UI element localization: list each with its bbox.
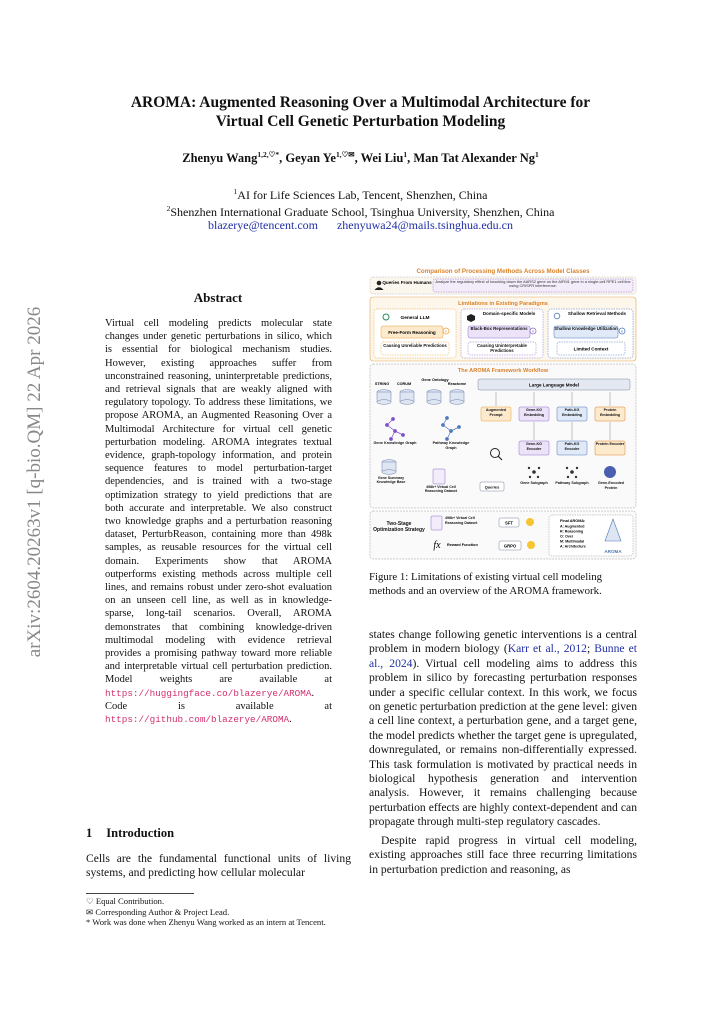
arxiv-stamp bbox=[18, 292, 52, 672]
stage1-label: SFT bbox=[505, 520, 513, 526]
arxiv-id[interactable]: arXiv:2604.20263v1 [q-bio.QM] 22 Apr 2026 bbox=[24, 306, 45, 658]
queries-label: Queries From Humans bbox=[382, 280, 432, 285]
x-icon-glyph: × bbox=[444, 328, 448, 334]
stage2-label: GRPO bbox=[503, 543, 517, 549]
top-box-wrap bbox=[595, 408, 625, 421]
figure-header: Comparison of Processing Methods Across Model Classes bbox=[416, 268, 590, 275]
encoder-label: Gene-KG Encoder bbox=[526, 442, 542, 451]
encoder-wrap bbox=[519, 442, 549, 455]
abstract-body bbox=[105, 317, 332, 726]
right-paragraph-2: Despite rapid progress in virtual cell modeling, existing approaches still face three recurring limitations in perturbation prediction and reasoning, as bbox=[369, 833, 637, 876]
footnote: ✉ Corresponding Author & Project Lead. bbox=[86, 906, 230, 917]
col2-cause-wrap bbox=[468, 343, 536, 355]
section-heading bbox=[86, 826, 174, 841]
abstract-text-end: . bbox=[289, 714, 292, 726]
robot-icon bbox=[526, 518, 534, 526]
robot-icon bbox=[527, 541, 535, 549]
final-line: R: Reasoning bbox=[560, 529, 584, 534]
section-number: 1 bbox=[86, 826, 93, 840]
top-box-wrap bbox=[557, 408, 587, 421]
weights-link[interactable]: https://huggingface.co/blazerye/AROMA bbox=[105, 687, 312, 699]
top-box-wrap bbox=[481, 408, 511, 421]
col3-cause: Limited Context bbox=[573, 346, 609, 352]
paper-title bbox=[0, 93, 721, 131]
gene-kg-wrap bbox=[371, 441, 419, 453]
user-icon bbox=[377, 281, 382, 286]
db-label: CORUM bbox=[396, 382, 412, 386]
footnote: * Work was done when Zhenyu Wang worked as an intern at Tencent. bbox=[86, 917, 326, 928]
col3-issue-wrap bbox=[554, 326, 618, 338]
abstract-text: Virtual cell modeling predicts molecular state changes under genetic perturbations in silico, which is essential for biological mechanism studies. However, existing approaches suffer from unconstrained reasoning, uninterpretable predictions, and retrieval signals that are weakly aligned with regulatory topology. To address these limitations, we propose AROMA, an Augmented Reasoning Over a Multimodal Architecture for virtual cell genetic perturbation modeling. AROMA integrates textual evidence, graph-topology information, and protein sequence features to model perturbation-target dependencies, and is trained with a two-stage optimization strategy to yield predictions that are both accurate and interpretable. We also construct two knowledge graphs and a perturbation reasoning dataset, PerturbReason, containing more than 498k samples, as reusable resources for the virtual cell domain. Experiments show that AROMA outperforms existing methods across multiple cell lines, and remains robust under zero-shot evaluation on an unseen cell line, as well as in knowledge-sparse, long-tail scenarios. Overall, AROMA demonstrates that combining knowledge-driven multimodal modeling with evidence retrieval provides a promising pathway toward more reliable and interpretable virtual cell perturbation prediction. Model weights are available at bbox=[105, 318, 332, 686]
db-label: STRING bbox=[374, 382, 390, 386]
final-line: M: Multimodal bbox=[560, 539, 585, 544]
col3-issue: Shallow Knowledge Utilization bbox=[554, 326, 618, 331]
section-title: Introduction bbox=[106, 826, 175, 840]
gene-kg-label: Gene Knowledge Graph bbox=[373, 441, 417, 445]
abstract-text-mid: . Code is available at bbox=[105, 687, 332, 712]
author: Zhenyu Wang bbox=[182, 151, 258, 166]
right-column-text bbox=[369, 628, 637, 881]
col1-title: General LLM bbox=[400, 316, 430, 321]
col2-cause: Causing Uninterpretable Predictions bbox=[477, 342, 527, 353]
final-line: O: Over bbox=[560, 534, 574, 539]
two-stage-wrap bbox=[373, 521, 425, 545]
workflow-title: The AROMA Framework Workflow bbox=[457, 368, 549, 374]
author-list: Zhenyu Wang$^{1,2,♡*}$, Geyan $Ye^{1,♡✉}$, Wei Liu$^1$, Man Tat Alexander Ng$^1$ bbox=[182, 150, 539, 166]
email-link[interactable]: zhenyuwa24@mails.tsinghua.edu.cn bbox=[336, 218, 513, 232]
bottom-label: Queries bbox=[484, 484, 500, 490]
db-label: Gene Ontology bbox=[421, 378, 449, 382]
col1-issue: Free-Form Reasoning bbox=[388, 330, 436, 335]
x-icon-glyph: × bbox=[531, 328, 535, 334]
gene-summary-wrap bbox=[371, 476, 411, 488]
encoder-label: Path-KG Encoder bbox=[564, 442, 580, 451]
pathway-kg-wrap bbox=[427, 441, 475, 453]
dataset-wrap bbox=[417, 485, 465, 497]
stage1-data-wrap bbox=[445, 516, 491, 528]
code-link[interactable]: https://github.com/blazerye/AROMA bbox=[105, 714, 290, 726]
dataset-label: 498k+ Virtual Cell Reasoning Dataset bbox=[424, 485, 458, 494]
limitations-title: Limitations in Existing Paradigms bbox=[458, 301, 548, 307]
query-text: Analyze the regulatory effect of knocking down the AARS2 gene on the AIFM1 gene in a single-cell RPE1 cell line using CRISPR interference. bbox=[435, 279, 631, 289]
affiliation-text: AI for Life Sciences Lab, Tencent, Shenzhen, China bbox=[237, 188, 488, 202]
top-box-label: Path-KG Embedding bbox=[561, 408, 583, 417]
top-box-label: Gene-KG Embedding bbox=[523, 408, 545, 417]
abstract-heading: Abstract bbox=[193, 290, 243, 305]
email-list bbox=[0, 218, 721, 233]
col2-issue: Black-Box Representations bbox=[470, 326, 528, 331]
top-box-wrap bbox=[519, 408, 549, 421]
dataset-icon bbox=[433, 469, 445, 484]
dataset-icon bbox=[431, 516, 442, 530]
col1-cause-wrap bbox=[381, 343, 449, 355]
author-sup: 1,2,♡* bbox=[257, 150, 280, 159]
citation-link[interactable]: Bunne et al., 2024 bbox=[369, 642, 637, 670]
fx-icon: fx bbox=[433, 540, 441, 551]
two-stage-label: Two-Stage Optimization Strategy bbox=[373, 521, 425, 533]
encoder-label: Protein Encoder bbox=[595, 442, 625, 446]
bottom-wrap bbox=[517, 481, 551, 493]
aroma-logo-text: AROMA bbox=[604, 549, 622, 554]
author: Man Tat Alexander Ng bbox=[413, 151, 536, 166]
affiliation-sup: 2 bbox=[166, 204, 171, 213]
llm-label: Large Language Model bbox=[528, 382, 580, 388]
stage2-data: Reward Function bbox=[447, 543, 478, 547]
final-line: A: Augmented bbox=[560, 524, 585, 529]
footnote: ♡ Equal Contribution. bbox=[86, 896, 165, 906]
final-title: Final AROMA: bbox=[560, 519, 586, 523]
citation-link[interactable]: Karr et al., 2012 bbox=[507, 642, 587, 656]
gene-summary-db-icon bbox=[382, 460, 396, 475]
bottom-wrap bbox=[593, 481, 629, 493]
author: Geyan Ye bbox=[285, 151, 336, 166]
db-label: Reactome bbox=[447, 382, 467, 386]
citation-separator: ; bbox=[586, 642, 595, 656]
encoder-wrap bbox=[557, 442, 587, 455]
author-sup: 1,♡✉ bbox=[335, 150, 355, 159]
protein-icon bbox=[604, 466, 616, 478]
bottom-label: Gene-Encoded Protein bbox=[597, 481, 625, 490]
x-icon-glyph: × bbox=[620, 328, 624, 334]
title-line-2: Virtual Cell Genetic Perturbation Modeling bbox=[215, 113, 506, 130]
top-box-label: Augmented Prompt bbox=[485, 408, 507, 417]
bottom-label: Gene Subgraph bbox=[520, 481, 548, 485]
col1-cause: Causing Unreliable Predictions bbox=[383, 342, 447, 348]
right-text-a: states change following genetic interventions is a central problem in modern biology ( bbox=[369, 628, 637, 656]
pathway-kg-label: Pathway Knowledge Graph bbox=[432, 441, 470, 450]
encoder-wrap bbox=[595, 442, 625, 455]
affiliation-sup: 1 bbox=[233, 187, 238, 196]
col3-title-wrap bbox=[563, 311, 631, 324]
title-line-1: AROMA: Augmented Reasoning Over a Multimodal Architecture for bbox=[130, 94, 591, 111]
author-sup: 1 bbox=[403, 150, 408, 159]
bottom-label: Pathway Subgraph bbox=[555, 481, 589, 485]
col3-title: Shallow Retrieval Methods bbox=[567, 310, 627, 316]
author-sup: 1 bbox=[535, 150, 539, 159]
intro-paragraph: Cells are the fundamental functional units of living systems, and predicting how cellular molecular bbox=[86, 852, 351, 880]
author: Wei Liu bbox=[360, 151, 404, 166]
footnotes bbox=[86, 896, 354, 928]
figure-1 bbox=[367, 265, 639, 561]
footnote-rule bbox=[86, 893, 194, 894]
final-line: A: Architecture bbox=[560, 544, 586, 549]
bottom-wrap bbox=[555, 481, 589, 493]
col2-title-wrap bbox=[479, 311, 539, 324]
gene-summary-label: Gene Summary Knowledge Base bbox=[376, 476, 406, 485]
email-link[interactable]: blazerye@tencent.com bbox=[207, 218, 318, 232]
affiliation-text: Shenzhen International Graduate School, Tsinghua University, Shenzhen, China bbox=[170, 205, 555, 219]
stage1-data: 498k+ Virtual Cell Reasoning Dataset bbox=[445, 516, 478, 525]
right-paragraph-1 bbox=[369, 628, 637, 830]
right-text-b: ). Virtual cell modeling aims to address this problem in silico by forecasting perturbation responses under a specific cellular context. In this work, we focus on genetic perturbation prediction at the gene level: given a cell line context, a perturbation gene, and a target gene, the model predicts whether the target gene is upregulated, downregulated, or remains non-differentially expressed. This task formulation is motivated by practical needs in biological hypothesis generation and intervention analysis. However, it remains challenging because perturbation effects are highly context-dependent and can propagate through multi-step regulatory cascades. bbox=[369, 656, 638, 829]
top-box-label: Protein Embedding bbox=[599, 408, 621, 417]
query-text-wrap bbox=[435, 280, 631, 292]
col2-title: Domain-specific Models bbox=[482, 310, 536, 316]
figure-caption: Figure 1: Limitations of existing virtual cell modeling methods and an overview of the AROMA framework. bbox=[369, 571, 602, 597]
col2-issue-wrap bbox=[468, 326, 530, 338]
